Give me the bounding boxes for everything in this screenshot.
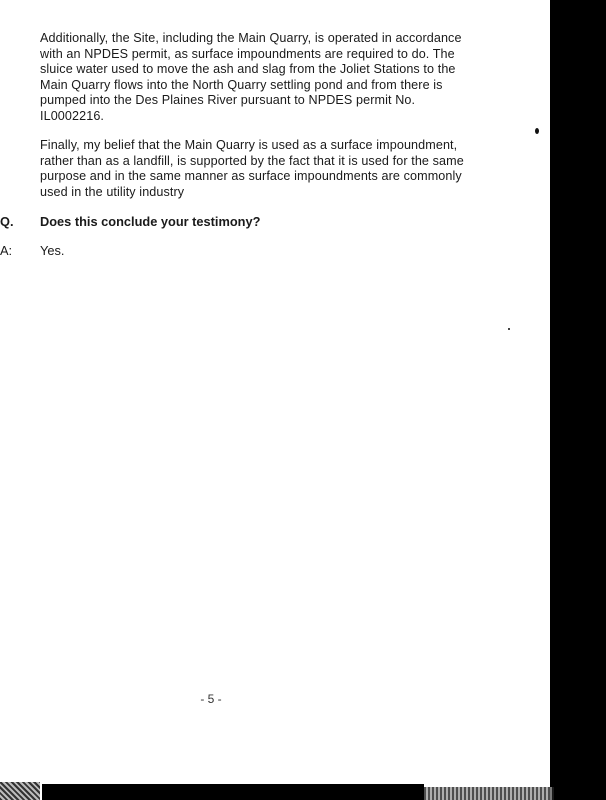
paragraph-npdes-permit: Additionally, the Site, including the Main Quarry, is operated in accordance with an NPDES permit, as surface impoundments are required to do. The sluice water used to move the ash and slag from the Joliet Stations to the Main Quarry flows into the North Quarry settling pond and from there is pumped into the Des Plaines River pursuant to NPDES permit No. IL0002216. (40, 31, 462, 123)
question-text: Does this conclude your testimony? (40, 214, 261, 229)
answer-text: Yes. (40, 243, 65, 258)
scan-border-bottom (42, 784, 424, 800)
scan-artifact-bottom-right (424, 787, 554, 800)
page-number: - 5 - (200, 692, 222, 706)
scan-artifact-bottom-left (0, 782, 40, 800)
scan-dot (508, 328, 510, 330)
question-label: Q. (0, 214, 14, 229)
paragraph-surface-impoundment: Finally, my belief that the Main Quarry is used as a surface impoundment, rather than as a landfill, is supported by the fact that it is used for the same purpose and in the same manner as surface impoundments are commonly used in the utility industry (40, 138, 464, 199)
scan-border-right (550, 0, 606, 800)
scan-speck (535, 128, 539, 134)
answer-label: A: (0, 243, 13, 258)
